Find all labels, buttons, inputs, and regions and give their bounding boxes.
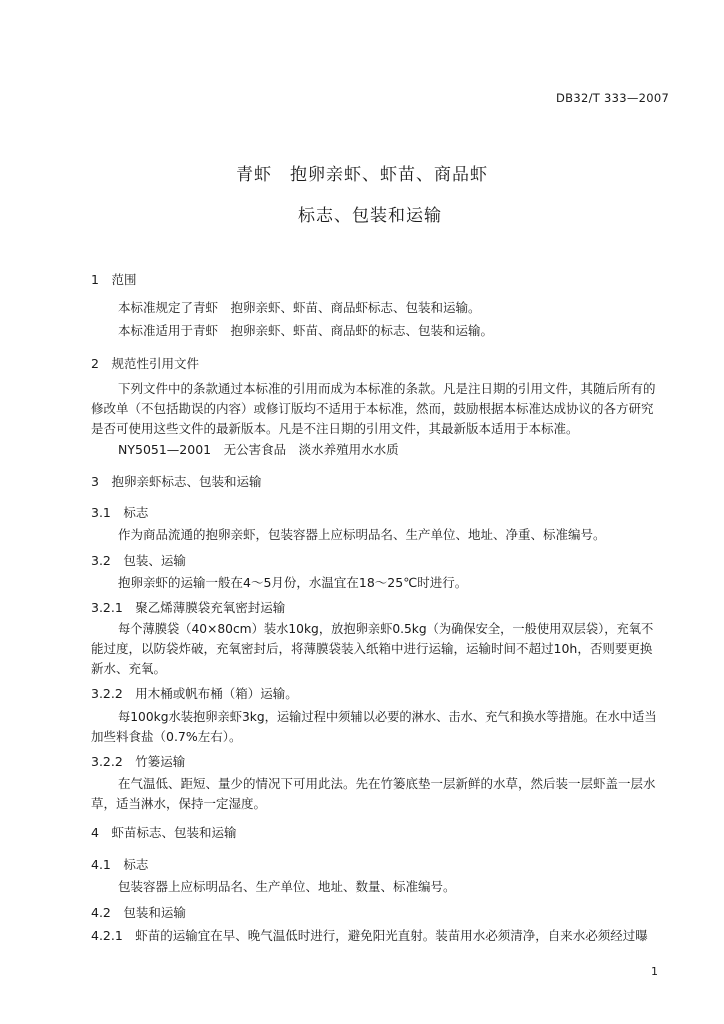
section-1-heading: 1 范围 — [91, 272, 137, 287]
section-3-2-1-heading: 3.2.1 聚乙烯薄膜袋充氧密封运输 — [91, 600, 286, 615]
section-4-heading: 4 虾苗标志、包装和运输 — [91, 825, 237, 840]
section-4-2-heading: 4.2 包装和运输 — [91, 905, 186, 920]
document-title-line2: 标志、包装和运输 — [298, 206, 442, 226]
normative-reference: NY5051—2001 无公害食品 淡水养殖用水水质 — [118, 442, 399, 457]
section-3-2-3-line2: 草，适当淋水，保持一定湿度。 — [91, 796, 267, 811]
section-2-heading: 2 规范性引用文件 — [91, 356, 199, 371]
section-3-1-paragraph: 作为商品流通的抱卵亲虾，包装容器上应标明品名、生产单位、地址、净重、标准编号。 — [118, 527, 606, 542]
section-2-paragraph-line1: 下列文件中的条款通过本标准的引用而成为本标准的条款。凡是注日期的引用文件，其随后所有的 — [118, 381, 656, 396]
section-3-2-2-heading: 3.2.2 用木桶或帆布桶（箱）运输。 — [91, 686, 298, 701]
page-number: 1 — [651, 965, 658, 978]
section-3-2-3-line1: 在气温低、距短、量少的情况下可用此法。先在竹篓底垫一层新鲜的水草，然后装一层虾盖一层水 — [118, 776, 656, 791]
section-3-2-1-line3: 新水、充氧。 — [91, 661, 167, 676]
standard-number: DB32/T 333—2007 — [556, 91, 670, 105]
section-1-paragraph-2: 本标准适用于青虾 抱卵亲虾、虾苗、商品虾的标志、包装和运输。 — [118, 323, 494, 338]
section-3-2-2-line2: 加些料食盐（0.7%左右）。 — [91, 729, 242, 744]
section-2-paragraph-line3: 是否可使用这些文件的最新版本。凡是不注日期的引用文件，其最新版本适用于本标准。 — [91, 421, 579, 436]
document-title-line1: 青虾 抱卵亲虾、虾苗、商品虾 — [236, 165, 488, 185]
section-4-1-heading: 4.1 标志 — [91, 857, 149, 872]
section-3-2-1-line1: 每个薄膜袋（40×80cm）装水10kg，放抱卵亲虾0.5kg（为确保安全，一般使用双层袋），充氧不 — [118, 622, 654, 636]
section-3-2-heading: 3.2 包装、运输 — [91, 553, 186, 568]
section-3-2-3-heading: 3.2.2 竹篓运输 — [91, 754, 186, 769]
section-4-1-paragraph: 包装容器上应标明品名、生产单位、地址、数量、标准编号。 — [118, 879, 456, 894]
section-3-2-1-line2: 能过度，以防袋炸破，充氧密封后，将薄膜袋装入纸箱中进行运输，运输时间不超过10h，否则要更换 — [91, 641, 653, 656]
section-3-1-heading: 3.1 标志 — [91, 505, 149, 520]
section-2-paragraph-line2: 修改单（不包括勘误的内容）或修订版均不适用于本标准，然而，鼓励根据本标准达成协议的各方研究 — [91, 401, 654, 416]
section-1-paragraph-1: 本标准规定了青虾 抱卵亲虾、虾苗、商品虾标志、包装和运输。 — [118, 300, 481, 315]
section-3-heading: 3 抱卵亲虾标志、包装和运输 — [91, 474, 262, 489]
section-3-2-2-line1: 每100kg水装抱卵亲虾3kg，运输过程中须辅以必要的淋水、击水、充气和换水等措施。在水中适当 — [118, 710, 657, 724]
section-4-2-1-line1: 4.2.1 虾苗的运输宜在早、晚气温低时进行，避免阳光直射。装苗用水必须清净，自来水必须经过曝 — [91, 928, 648, 943]
section-3-2-paragraph: 抱卵亲虾的运输一般在4～5月份，水温宜在18～25℃时进行。 — [118, 575, 468, 590]
